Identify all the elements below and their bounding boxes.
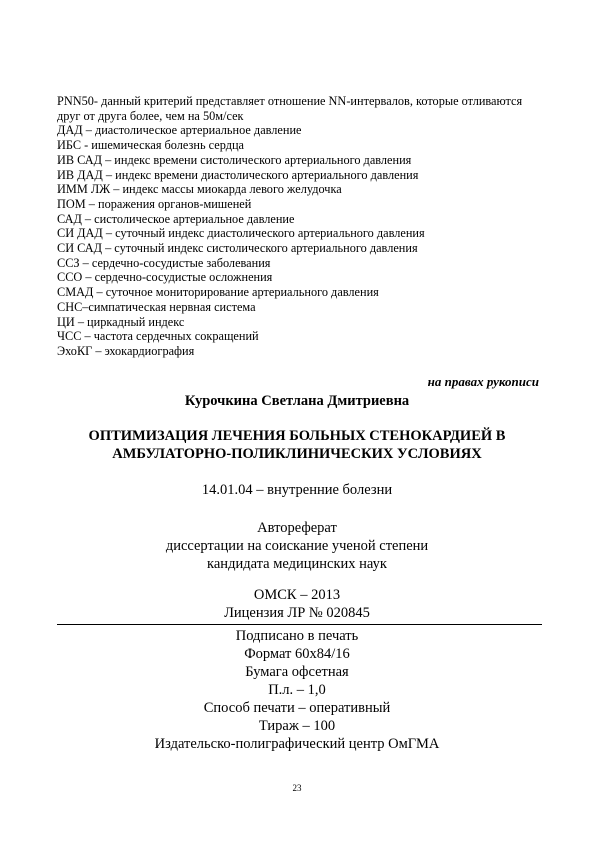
abbreviation-item: ССЗ – сердечно-сосудистые заболевания (57, 255, 271, 270)
abstract-description (0, 519, 594, 573)
city-year: ОМСК – 2013 (253, 587, 341, 603)
abstract-line: диссертации на соискание ученой степени (165, 538, 429, 554)
imprint-line: Издательско-полиграфический центр ОмГМА (154, 736, 440, 752)
abbreviation-item: ПОМ – поражения органов-мишеней (57, 196, 252, 211)
specialty: 14.01.04 – внутренние болезни (201, 482, 393, 498)
rights-note: на правах рукописи (427, 374, 539, 389)
imprint-line: Способ печати – оперативный (203, 700, 391, 716)
author-name: Курочкина Светлана Дмитриевна (184, 393, 410, 409)
page-number: 23 (292, 783, 302, 793)
abbreviation-item: ЧСС – частота сердечных сокращений (57, 329, 259, 344)
abbreviation-item: ИВ САД – индекс времени систолического артериального давления (57, 152, 412, 167)
abstract-line: Автореферат (257, 520, 337, 536)
abbreviation-item: ИВ ДАД – индекс времени диастолического артериального давления (57, 167, 419, 182)
imprint-line: Формат 60x84/16 (244, 646, 350, 662)
abstract-line: кандидата медицинских наук (207, 556, 387, 572)
imprint-line: П.л. – 1,0 (268, 682, 326, 698)
imprint-line: Бумага офсетная (245, 664, 349, 680)
abbreviation-list (57, 94, 547, 359)
abbreviation-item: ЭхоКГ – эхокардиография (57, 343, 195, 358)
abbreviation-item: ССО – сердечно-сосудистые осложнения (57, 270, 273, 285)
abbreviation-item: PNN50- данный критерий представляет отношение NN-интервалов, которые отливаются друг от друга более, чем на 50м/сек (57, 94, 523, 123)
abbreviation-item: ИММ ЛЖ – индекс массы миокарда левого желудочка (57, 182, 342, 197)
publication-info (0, 586, 594, 622)
divider-line (57, 624, 542, 625)
abbreviation-item: ДАД – диастолическое артериальное давление (57, 123, 302, 138)
abbreviation-item: СНС–симпатическая нервная система (57, 299, 256, 314)
title-line: ОПТИМИЗАЦИЯ ЛЕЧЕНИЯ БОЛЬНЫХ СТЕНОКАРДИЕЙ В (88, 428, 506, 444)
imprint-line: Подписано в печать (235, 628, 359, 644)
imprint-block (0, 627, 594, 753)
abbreviation-item: ЦИ – циркадный индекс (57, 314, 185, 329)
abbreviation-item: СИ ДАД – суточный индекс диастолического артериального давления (57, 226, 425, 241)
imprint-line: Тираж – 100 (258, 718, 336, 734)
title-line: АМБУЛАТОРНО-ПОЛИКЛИНИЧЕСКИХ УСЛОВИЯХ (112, 446, 482, 462)
abbreviation-item: СМАД – суточное мониторирование артериального давления (57, 285, 379, 300)
license-number: Лицензия ЛР № 020845 (224, 605, 370, 621)
abbreviation-item: ИБС - ишемическая болезнь сердца (57, 138, 245, 153)
abbreviation-item: СИ САД – суточный индекс систолического артериального давления (57, 241, 418, 256)
dissertation-title (40, 427, 554, 463)
abbreviation-item: САД – систолическое артериальное давление (57, 211, 295, 226)
